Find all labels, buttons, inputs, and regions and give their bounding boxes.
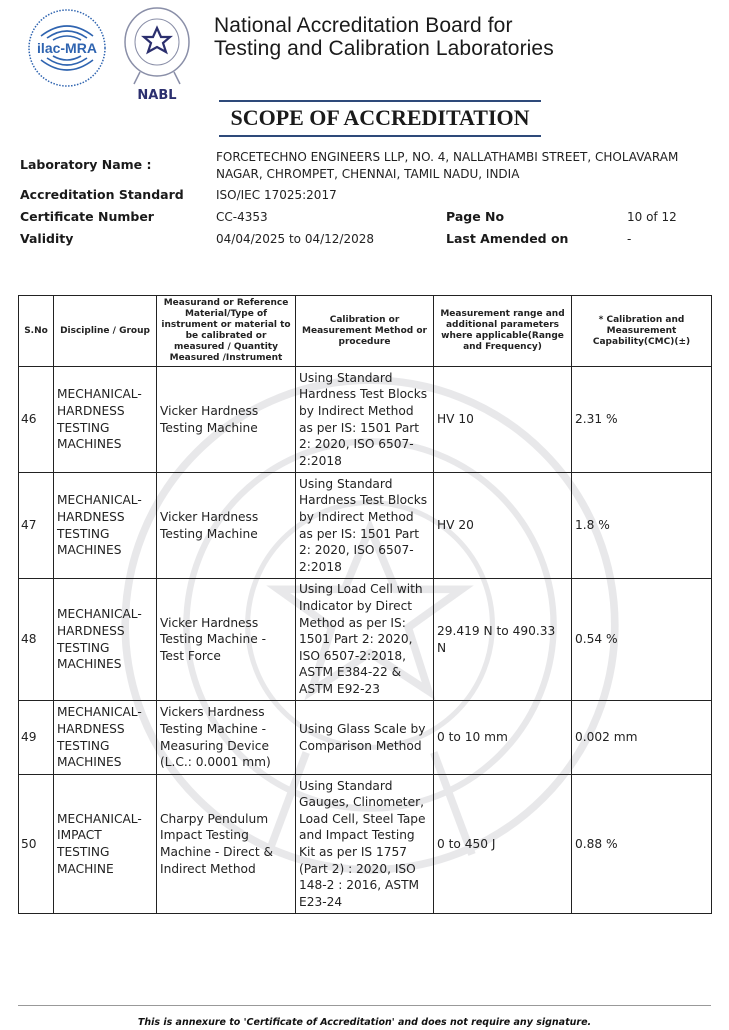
cell-range: HV 20: [434, 473, 572, 579]
last-amended-label: Last Amended on: [446, 231, 569, 246]
footer-note: This is annexure to 'Certificate of Accreditation' and does not require any signature.: [137, 1017, 592, 1028]
table-row: [19, 579, 712, 701]
table-row: [19, 701, 712, 775]
header-discipline: Discipline / Group: [54, 296, 157, 367]
scope-title: SCOPE OF ACCREDITATION: [230, 105, 530, 130]
nabl-logo: [122, 6, 192, 102]
certificate-label: Certificate Number: [20, 209, 154, 224]
cell-cmc: 0.88 %: [572, 775, 712, 914]
lab-name-label: Laboratory Name :: [20, 157, 152, 172]
cell-sno: 46: [19, 367, 54, 473]
certificate-value: CC-4353: [216, 210, 268, 224]
scope-heading: [219, 100, 541, 137]
scope-top-rule: [219, 100, 541, 102]
table-row: [19, 367, 712, 473]
cell-measurand: Vicker Hardness Testing Machine - Test Force: [157, 579, 296, 701]
cell-range: 0 to 450 J: [434, 775, 572, 914]
cell-cmc: 1.8 %: [572, 473, 712, 579]
organization-title: [214, 14, 554, 60]
lab-name-line1: FORCETECHNO ENGINEERS LLP, NO. 4, NALLATHAMBI STREET, CHOLAVARAM: [216, 150, 679, 164]
organization-title-line1: National Accreditation Board for: [214, 14, 513, 37]
footer-divider: [18, 1005, 711, 1006]
cell-sno: 50: [19, 775, 54, 914]
cell-measurand: Vickers Hardness Testing Machine - Measuring Device (L.C.: 0.0001 mm): [157, 701, 296, 775]
table-row: [19, 473, 712, 579]
cell-discipline: MECHANICAL- HARDNESS TESTING MACHINES: [54, 701, 157, 775]
cell-method: Using Standard Hardness Test Blocks by Indirect Method as per IS: 1501 Part 2: 2020, ISO 6507-2:2018: [296, 367, 434, 473]
page-no-label: Page No: [446, 209, 505, 224]
validity-label: Validity: [20, 231, 74, 246]
cell-cmc: 0.54 %: [572, 579, 712, 701]
page-no-value: 10 of 12: [627, 210, 677, 224]
cell-sno: 47: [19, 473, 54, 579]
cell-sno: 49: [19, 701, 54, 775]
cell-discipline: MECHANICAL- HARDNESS TESTING MACHINES: [54, 473, 157, 579]
cell-cmc: 0.002 mm: [572, 701, 712, 775]
last-amended-value: -: [627, 232, 632, 246]
scope-table: [18, 295, 712, 914]
svg-text:ilac-MRA: ilac-MRA: [37, 40, 97, 56]
cell-discipline: MECHANICAL- HARDNESS TESTING MACHINES: [54, 579, 157, 701]
scope-bottom-rule: [219, 135, 541, 137]
ilac-mra-logo: [27, 8, 107, 88]
cell-measurand: Vicker Hardness Testing Machine: [157, 473, 296, 579]
lab-name-line2: NAGAR, CHROMPET, CHENNAI, TAMIL NADU, INDIA: [216, 167, 520, 181]
cell-method: Using Standard Hardness Test Blocks by Indirect Method as per IS: 1501 Part 2: 2020, ISO 6507-2:2018: [296, 473, 434, 579]
header-cmc: * Calibration and Measurement Capability(CMC)(±): [572, 296, 712, 367]
cell-range: 0 to 10 mm: [434, 701, 572, 775]
cell-discipline: MECHANICAL- IMPACT TESTING MACHINE: [54, 775, 157, 914]
cell-method: Using Glass Scale by Comparison Method: [296, 701, 434, 775]
organization-title-line2: Testing and Calibration Laboratories: [214, 37, 554, 60]
cell-method: Using Load Cell with Indicator by Direct Method as per IS: 1501 Part 2: 2020, ISO 6507-2:2018, ASTM E384-22 & ASTM E92-23: [296, 579, 434, 701]
standard-label: Accreditation Standard: [20, 187, 184, 202]
header-sno: S.No: [19, 296, 54, 367]
cell-cmc: 2.31 %: [572, 367, 712, 473]
header-method: Calibration or Measurement Method or procedure: [296, 296, 434, 367]
cell-sno: 48: [19, 579, 54, 701]
header-range: Measurement range and additional parameters where applicable(Range and Frequency): [434, 296, 572, 367]
cell-range: 29.419 N to 490.33 N: [434, 579, 572, 701]
cell-measurand: Vicker Hardness Testing Machine: [157, 367, 296, 473]
header-measurand: Measurand or Reference Material/Type of instrument or material to be calibrated or measured / Quantity Measured /Instrument: [157, 296, 296, 367]
cell-discipline: MECHANICAL- HARDNESS TESTING MACHINES: [54, 367, 157, 473]
table-header-row: [19, 296, 712, 367]
validity-value: 04/04/2025 to 04/12/2028: [216, 232, 375, 246]
standard-value: ISO/IEC 17025:2017: [216, 188, 337, 202]
table-row: [19, 775, 712, 914]
cell-measurand: Charpy Pendulum Impact Testing Machine - Direct & Indirect Method: [157, 775, 296, 914]
svg-text:NABL: NABL: [137, 88, 177, 102]
cell-method: Using Standard Gauges, Clinometer, Load Cell, Steel Tape and Impact Testing Kit as per IS 1757 (Part 2) : 2020, ISO 148-2 : 2016, ASTM E23-24: [296, 775, 434, 914]
cell-range: HV 10: [434, 367, 572, 473]
